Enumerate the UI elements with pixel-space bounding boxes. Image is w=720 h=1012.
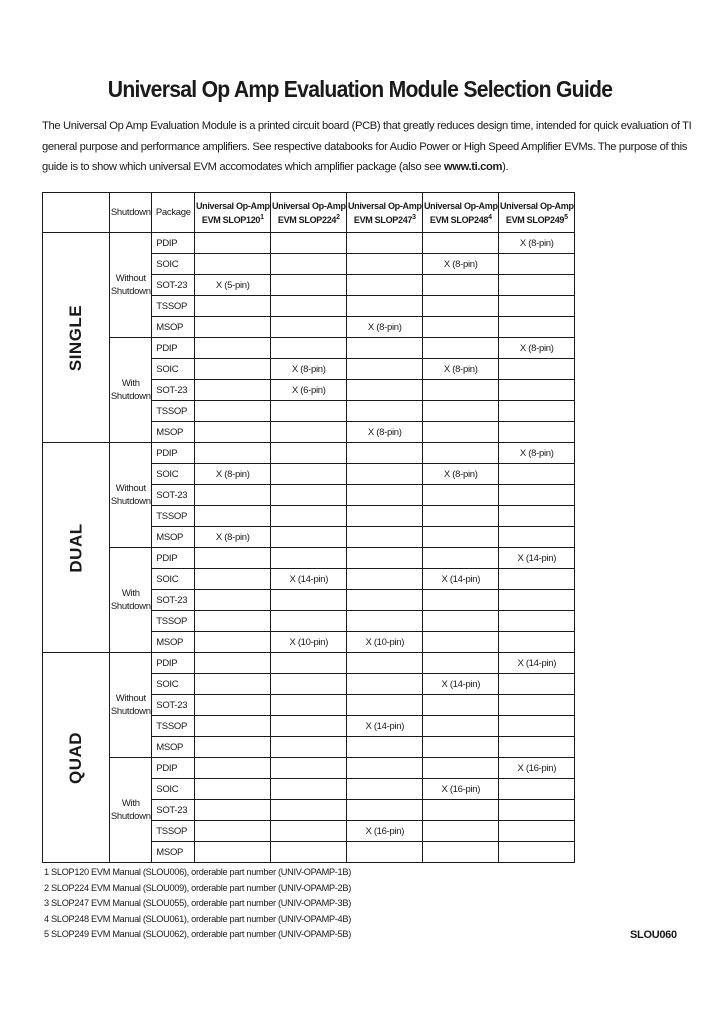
- package-cell: PDIP: [152, 443, 195, 464]
- evm-cell: [271, 485, 347, 506]
- group-label-dual: DUAL: [43, 443, 110, 653]
- evm-cell: [271, 695, 347, 716]
- package-cell: PDIP: [152, 653, 195, 674]
- package-cell: MSOP: [152, 737, 195, 758]
- evm-cell: X (14-pin): [499, 653, 575, 674]
- evm-cell: X (8-pin): [423, 359, 499, 380]
- header-evm-slop249: Universal Op-Amp EVM $SLOP249^5$: [499, 193, 575, 233]
- evm-cell: [271, 716, 347, 737]
- evm-cell: [423, 821, 499, 842]
- evm-cell: [271, 233, 347, 254]
- evm-cell: X (8-pin): [499, 233, 575, 254]
- evm-cell: [271, 758, 347, 779]
- shutdown-label: With Shutdown: [110, 758, 152, 863]
- evm-cell: [195, 800, 271, 821]
- evm-cell: X (14-pin): [423, 674, 499, 695]
- evm-cell: [347, 485, 423, 506]
- evm-cell: [423, 338, 499, 359]
- evm-cell: [423, 716, 499, 737]
- evm-cell: [347, 695, 423, 716]
- evm-cell: [195, 569, 271, 590]
- evm-cell: [499, 842, 575, 863]
- evm-cell: [271, 548, 347, 569]
- footnote-1: 1 SLOP120 EVM Manual (SLOU006), orderable part number (UNIV-OPAMP-1B): [44, 867, 351, 877]
- evm-cell: [271, 317, 347, 338]
- table-row: [43, 548, 575, 569]
- evm-cell: [499, 611, 575, 632]
- evm-cell: X (8-pin): [271, 359, 347, 380]
- evm-cell: [195, 737, 271, 758]
- selection-table: [42, 192, 575, 863]
- evm-cell: [271, 821, 347, 842]
- evm-cell: [347, 779, 423, 800]
- shutdown-label: With Shutdown: [110, 548, 152, 653]
- table-header-row: [43, 193, 575, 233]
- evm-cell: [195, 632, 271, 653]
- package-cell: TSSOP: [152, 401, 195, 422]
- evm-cell: X (8-pin): [423, 464, 499, 485]
- package-cell: SOT-23: [152, 800, 195, 821]
- evm-cell: [347, 611, 423, 632]
- evm-cell: [195, 359, 271, 380]
- evm-cell: [499, 422, 575, 443]
- evm-cell: X (8-pin): [499, 338, 575, 359]
- evm-cell: X (8-pin): [347, 422, 423, 443]
- evm-cell: [423, 422, 499, 443]
- shutdown-label: Without Shutdown: [110, 653, 152, 758]
- evm-cell: [347, 506, 423, 527]
- evm-cell: [347, 548, 423, 569]
- evm-cell: [195, 233, 271, 254]
- evm-cell: [195, 317, 271, 338]
- evm-cell: X (8-pin): [499, 443, 575, 464]
- footnote-2: 2 SLOP224 EVM Manual (SLOU009), orderable part number (UNIV-OPAMP-2B): [44, 882, 351, 893]
- table-row: [43, 443, 575, 464]
- evm-cell: [195, 296, 271, 317]
- evm-cell: [499, 527, 575, 548]
- evm-cell: [271, 401, 347, 422]
- evm-cell: [499, 380, 575, 401]
- evm-cell: [271, 254, 347, 275]
- package-cell: SOIC: [152, 464, 195, 485]
- evm-cell: [195, 338, 271, 359]
- evm-cell: [423, 527, 499, 548]
- package-cell: SOT-23: [152, 275, 195, 296]
- evm-cell: [347, 737, 423, 758]
- evm-cell: X (14-pin): [271, 569, 347, 590]
- document-code: SLOU060: [630, 929, 677, 941]
- evm-cell: [347, 380, 423, 401]
- package-cell: PDIP: [152, 338, 195, 359]
- evm-cell: [271, 611, 347, 632]
- header-evm-slop120: Universal Op-Amp EVM $SLOP120^1$: [195, 193, 271, 233]
- package-cell: TSSOP: [152, 821, 195, 842]
- evm-cell: X (14-pin): [499, 548, 575, 569]
- footnote-3: 3 SLOP247 EVM Manual (SLOU055), orderable part number (UNIV-OPAMP-3B): [44, 898, 351, 909]
- evm-cell: X (16-pin): [347, 821, 423, 842]
- evm-cell: [195, 590, 271, 611]
- evm-cell: [423, 506, 499, 527]
- evm-cell: [271, 674, 347, 695]
- evm-cell: X (10-pin): [347, 632, 423, 653]
- evm-cell: [347, 842, 423, 863]
- evm-cell: [423, 737, 499, 758]
- evm-cell: [195, 842, 271, 863]
- page-title: Universal Op Amp Evaluation Module Selection Guide: [107, 76, 613, 102]
- intro-text: The Universal Op Amp Evaluation Module is a printed circuit board (PCB) that greatly reduces design time, intended for quick evaluation of TI general purpose and performance amplifiers. See respective databooks for Audio Power or High Speed Amplifier EVMs. The purpose of this guide is to show which universal EVM accomodates which amplifier package (also see: [42, 120, 692, 173]
- group-label-quad: QUAD: [43, 653, 110, 863]
- intro-link[interactable]: www.ti.com: [443, 161, 503, 173]
- evm-cell: [499, 695, 575, 716]
- package-cell: SOIC: [152, 779, 195, 800]
- evm-cell: [271, 464, 347, 485]
- intro-tail: ).: [502, 161, 509, 173]
- evm-cell: [423, 275, 499, 296]
- evm-cell: [499, 359, 575, 380]
- package-cell: PDIP: [152, 548, 195, 569]
- package-cell: SOIC: [152, 569, 195, 590]
- evm-cell: [195, 674, 271, 695]
- evm-cell: X (8-pin): [347, 317, 423, 338]
- evm-cell: [271, 422, 347, 443]
- evm-cell: X (16-pin): [423, 779, 499, 800]
- header-evm-slop224: Universal Op-Amp EVM $SLOP224^2$: [271, 193, 347, 233]
- footnote-5: 5 SLOP249 EVM Manual (SLOU062), orderable part number (UNIV-OPAMP-5B): [44, 929, 351, 940]
- evm-cell: [423, 800, 499, 821]
- package-cell: MSOP: [152, 632, 195, 653]
- evm-cell: X (10-pin): [271, 632, 347, 653]
- shutdown-label: Without Shutdown: [110, 233, 152, 338]
- header-package: Package: [152, 193, 195, 233]
- evm-cell: [423, 842, 499, 863]
- evm-cell: [347, 275, 423, 296]
- evm-cell: [347, 800, 423, 821]
- package-cell: SOT-23: [152, 695, 195, 716]
- evm-cell: [423, 380, 499, 401]
- package-cell: SOIC: [152, 254, 195, 275]
- intro-paragraph: [42, 116, 692, 178]
- evm-cell: [271, 506, 347, 527]
- evm-cell: [195, 821, 271, 842]
- evm-cell: [271, 800, 347, 821]
- evm-cell: [195, 443, 271, 464]
- evm-cell: [195, 380, 271, 401]
- evm-cell: [347, 590, 423, 611]
- header-evm-slop248: Universal Op-Amp EVM $SLOP248^4$: [423, 193, 499, 233]
- package-cell: TSSOP: [152, 296, 195, 317]
- evm-cell: [423, 443, 499, 464]
- evm-cell: [499, 296, 575, 317]
- evm-cell: [271, 275, 347, 296]
- evm-cell: [499, 716, 575, 737]
- evm-cell: [499, 800, 575, 821]
- package-cell: PDIP: [152, 758, 195, 779]
- evm-cell: [423, 695, 499, 716]
- package-cell: TSSOP: [152, 716, 195, 737]
- evm-cell: [423, 590, 499, 611]
- evm-cell: X (8-pin): [195, 464, 271, 485]
- package-cell: MSOP: [152, 317, 195, 338]
- footnote-4: 4 SLOP248 EVM Manual (SLOU061), orderable part number (UNIV-OPAMP-4B): [44, 913, 351, 924]
- evm-cell: [195, 653, 271, 674]
- evm-cell: [423, 296, 499, 317]
- package-cell: TSSOP: [152, 611, 195, 632]
- evm-cell: X (16-pin): [499, 758, 575, 779]
- evm-cell: [499, 737, 575, 758]
- package-cell: SOT-23: [152, 485, 195, 506]
- evm-cell: [195, 695, 271, 716]
- evm-cell: [271, 737, 347, 758]
- header-corner: [43, 193, 110, 233]
- evm-cell: [195, 401, 271, 422]
- shutdown-label: With Shutdown: [110, 338, 152, 443]
- evm-cell: [195, 506, 271, 527]
- evm-cell: X (8-pin): [423, 254, 499, 275]
- evm-cell: [271, 653, 347, 674]
- evm-cell: [195, 548, 271, 569]
- evm-cell: [347, 401, 423, 422]
- table-row: [43, 653, 575, 674]
- evm-cell: [423, 611, 499, 632]
- evm-cell: [271, 443, 347, 464]
- evm-cell: [271, 338, 347, 359]
- evm-cell: [499, 485, 575, 506]
- evm-cell: [499, 632, 575, 653]
- package-cell: MSOP: [152, 422, 195, 443]
- evm-cell: [195, 254, 271, 275]
- evm-cell: [271, 842, 347, 863]
- table-row: [43, 233, 575, 254]
- evm-cell: [499, 506, 575, 527]
- evm-cell: [499, 254, 575, 275]
- evm-cell: [347, 359, 423, 380]
- evm-cell: [195, 758, 271, 779]
- evm-cell: X (8-pin): [195, 527, 271, 548]
- evm-cell: [347, 653, 423, 674]
- evm-cell: [499, 569, 575, 590]
- header-evm-slop247: Universal Op-Amp EVM $SLOP247^3$: [347, 193, 423, 233]
- evm-cell: [271, 527, 347, 548]
- evm-cell: X (5-pin): [195, 275, 271, 296]
- evm-cell: X (14-pin): [347, 716, 423, 737]
- evm-cell: [423, 485, 499, 506]
- evm-cell: [347, 569, 423, 590]
- evm-cell: [499, 464, 575, 485]
- evm-cell: [347, 758, 423, 779]
- evm-cell: [347, 254, 423, 275]
- header-shutdown: Shutdown: [110, 193, 152, 233]
- evm-cell: [271, 296, 347, 317]
- table-row: [43, 758, 575, 779]
- evm-cell: [499, 590, 575, 611]
- evm-cell: [347, 296, 423, 317]
- evm-cell: [195, 422, 271, 443]
- evm-cell: [499, 674, 575, 695]
- evm-cell: X (6-pin): [271, 380, 347, 401]
- evm-cell: [195, 485, 271, 506]
- evm-cell: [347, 527, 423, 548]
- evm-cell: [271, 590, 347, 611]
- evm-cell: [499, 821, 575, 842]
- package-cell: SOIC: [152, 359, 195, 380]
- evm-cell: [499, 401, 575, 422]
- evm-cell: [499, 779, 575, 800]
- evm-cell: [423, 653, 499, 674]
- evm-cell: [195, 716, 271, 737]
- evm-cell: [499, 317, 575, 338]
- evm-cell: [195, 779, 271, 800]
- package-cell: SOIC: [152, 674, 195, 695]
- evm-cell: [347, 443, 423, 464]
- package-cell: PDIP: [152, 233, 195, 254]
- group-label-single: SINGLE: [43, 233, 110, 443]
- evm-cell: [347, 464, 423, 485]
- evm-cell: [347, 674, 423, 695]
- evm-cell: [423, 758, 499, 779]
- package-cell: MSOP: [152, 842, 195, 863]
- evm-cell: [347, 233, 423, 254]
- evm-cell: [499, 275, 575, 296]
- evm-cell: [423, 317, 499, 338]
- package-cell: TSSOP: [152, 506, 195, 527]
- package-cell: SOT-23: [152, 590, 195, 611]
- package-cell: MSOP: [152, 527, 195, 548]
- footnotes: [44, 865, 351, 943]
- evm-cell: [347, 338, 423, 359]
- evm-cell: X (14-pin): [423, 569, 499, 590]
- evm-cell: [423, 548, 499, 569]
- evm-cell: [423, 233, 499, 254]
- evm-cell: [271, 779, 347, 800]
- shutdown-label: Without Shutdown: [110, 443, 152, 548]
- evm-cell: [195, 611, 271, 632]
- table-row: [43, 338, 575, 359]
- evm-cell: [423, 401, 499, 422]
- evm-cell: [423, 632, 499, 653]
- package-cell: SOT-23: [152, 380, 195, 401]
